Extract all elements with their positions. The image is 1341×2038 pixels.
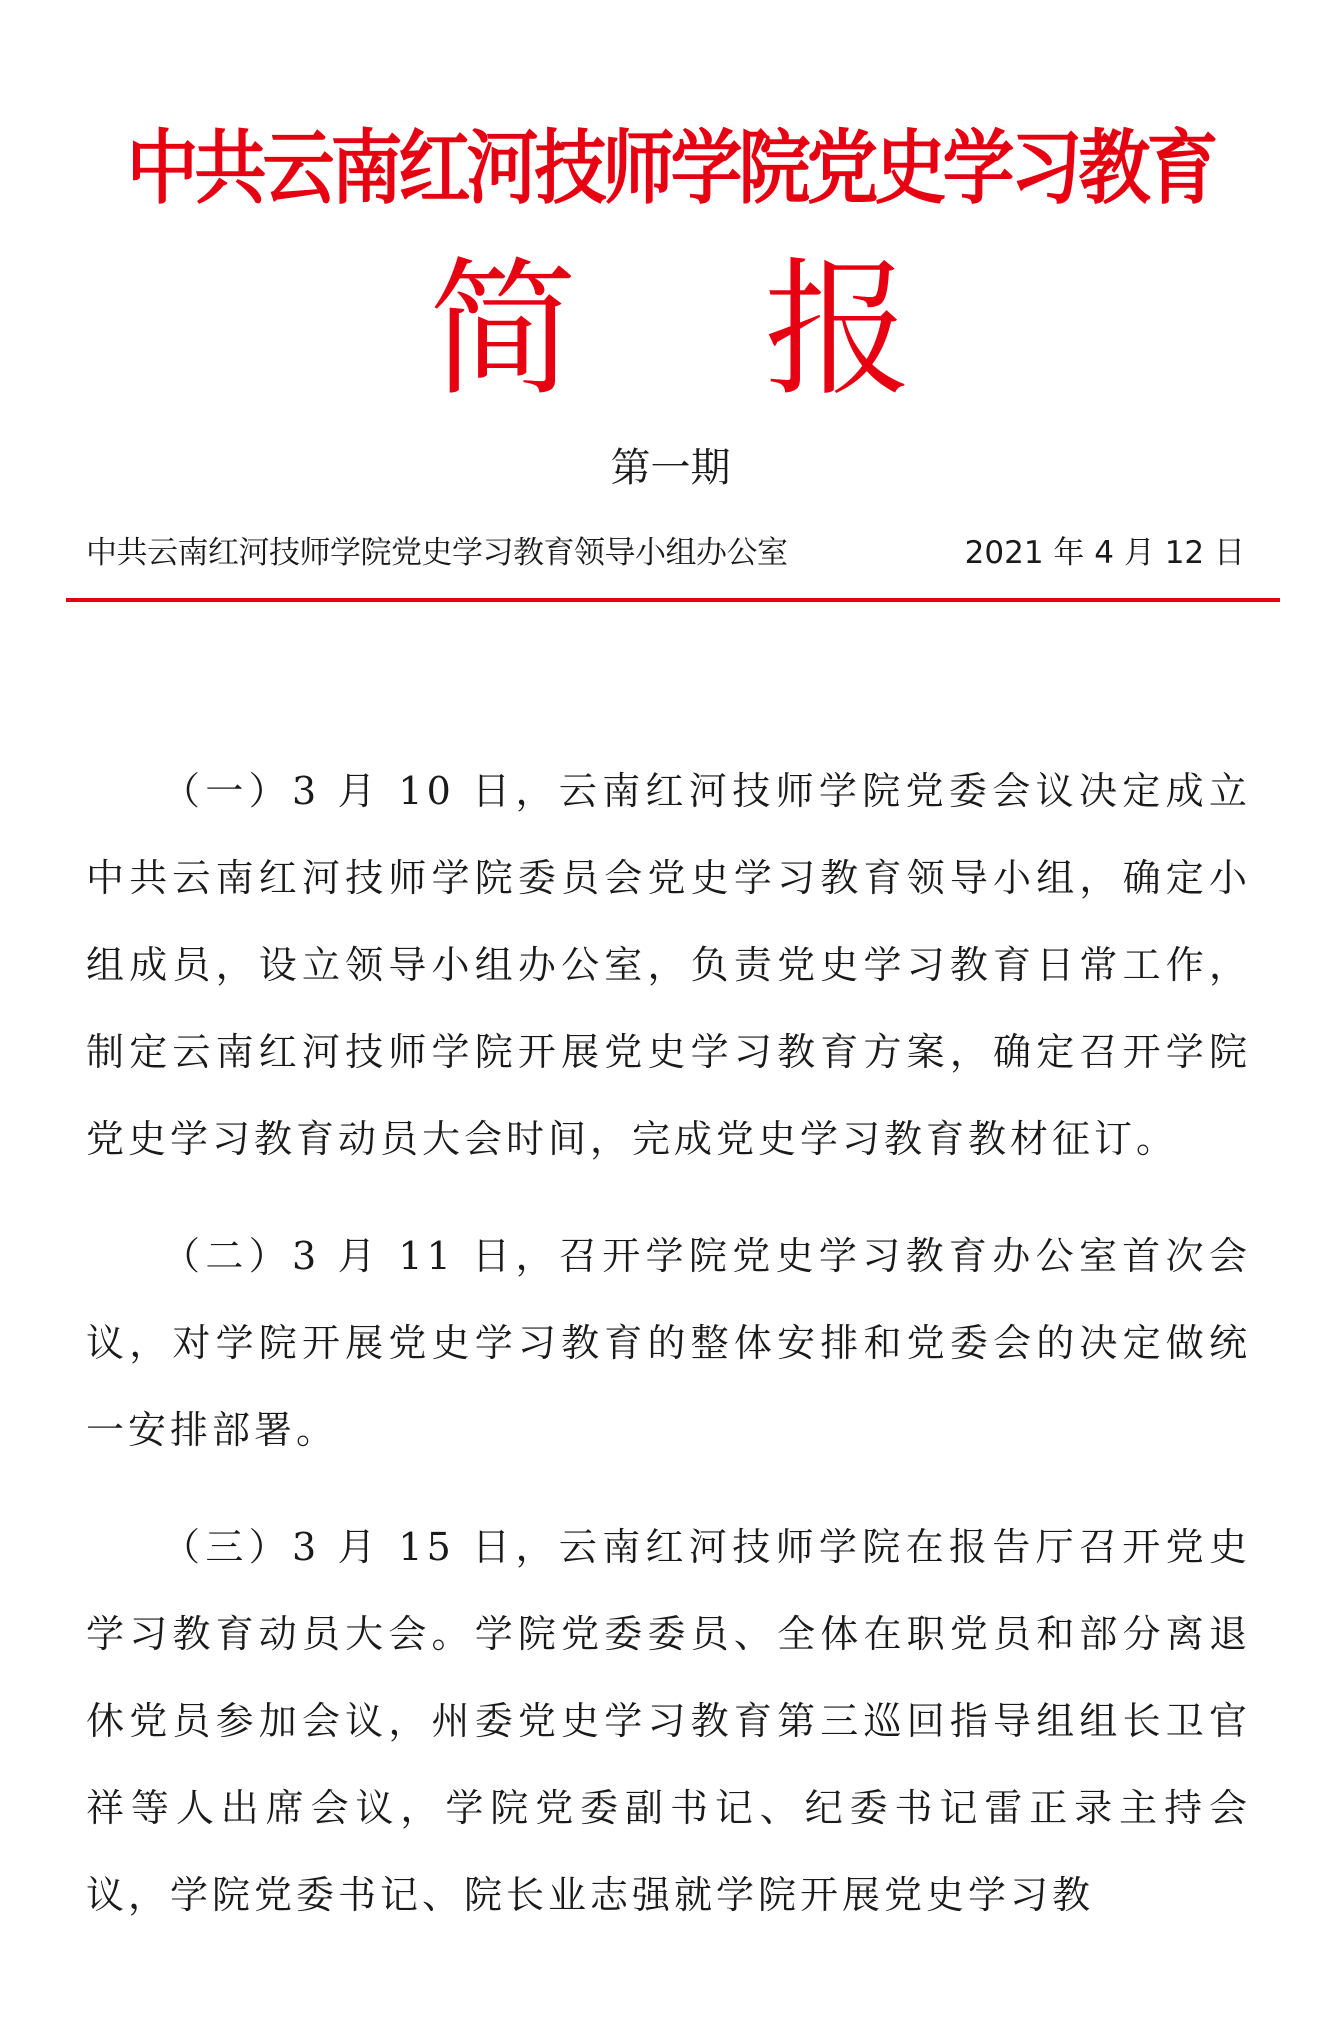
body-text: [86, 748, 1251, 1969]
paragraph-1: （一）3 月 10 日，云南红河技师学院党委会议决定成立中共云南红河技师学院委员会党史学习教育领导小组，确定小组成员，设立领导小组办公室，负责党史学习教育日常工作，制定云南红河技师学院开展党史学习教育方案，确定召开学院党史学习教育动员大会时间，完成党史学习教育教材征订。: [86, 769, 1251, 1161]
issuer-office: 中共云南红河技师学院党史学习教育领导小组办公室: [86, 535, 788, 571]
masthead-title: 中共云南红河技师学院党史学习教育: [126, 120, 1215, 216]
masthead-subtitle: 简 报: [428, 244, 983, 416]
paragraph-2: （二）3 月 11 日，召开学院党史学习教育办公室首次会议，对学院开展党史学习教育的整体安排和党委会的决定做统一安排部署。: [86, 1234, 1251, 1452]
issue-number: 第一期: [610, 445, 731, 491]
issue-date: 2021 年 4 月 12 日: [964, 535, 1245, 571]
paragraph-3: （三）3 月 15 日，云南红河技师学院在报告厅召开党史学习教育动员大会。学院党委委员、全体在职党员和部分离退休党员参加会议，州委党史学习教育第三巡回指导组组长卫官祥等人出席会议，学院党委副书记、纪委书记雷正录主持会议，学院党委书记、院长业志强就学院开展党史学习教: [86, 1525, 1251, 1917]
red-divider: [66, 598, 1280, 602]
